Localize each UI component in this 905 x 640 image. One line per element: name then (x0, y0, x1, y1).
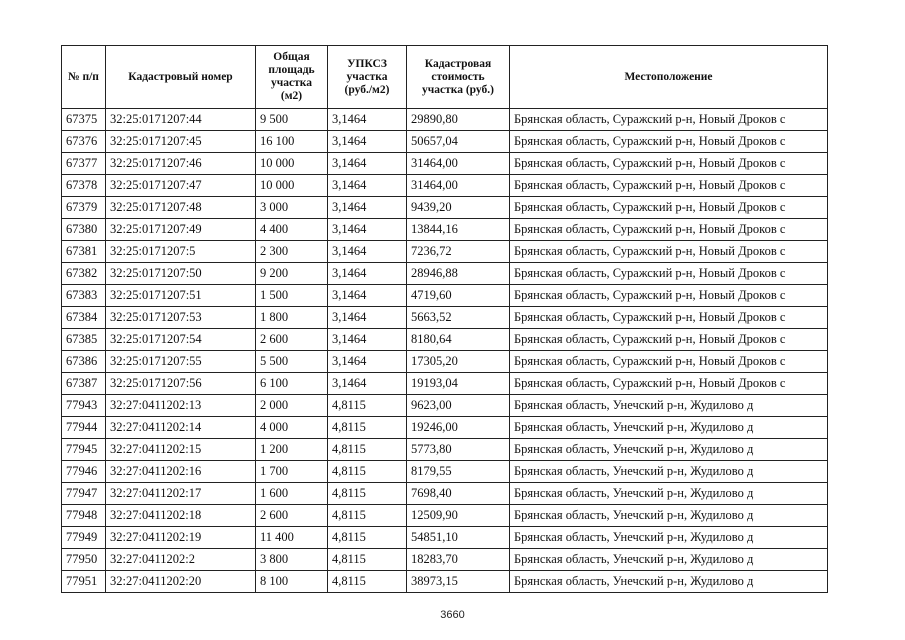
table-row (62, 175, 828, 197)
cell-area: 6 100 (256, 373, 328, 395)
cell-cadastral-number: 32:25:0171207:51 (106, 285, 256, 307)
cell-upksz: 4,8115 (328, 461, 407, 483)
cell-num: 67378 (62, 175, 106, 197)
cell-cadastral-cost: 18283,70 (407, 549, 510, 571)
cell-location: Брянская область, Суражский р-н, Новый Дроков с (510, 329, 828, 351)
cell-cadastral-number: 32:27:0411202:13 (106, 395, 256, 417)
table-row (62, 241, 828, 263)
cell-upksz: 3,1464 (328, 329, 407, 351)
cell-cadastral-cost: 13844,16 (407, 219, 510, 241)
cell-num: 77944 (62, 417, 106, 439)
cell-area: 11 400 (256, 527, 328, 549)
table-row (62, 153, 828, 175)
cell-location: Брянская область, Суражский р-н, Новый Дроков с (510, 307, 828, 329)
cell-location: Брянская область, Унечский р-н, Жудилово д (510, 417, 828, 439)
cell-upksz: 3,1464 (328, 285, 407, 307)
cell-upksz: 4,8115 (328, 571, 407, 593)
cell-area: 4 000 (256, 417, 328, 439)
cell-num: 67382 (62, 263, 106, 285)
cell-num: 67384 (62, 307, 106, 329)
cell-cadastral-number: 32:25:0171207:49 (106, 219, 256, 241)
cell-location: Брянская область, Унечский р-н, Жудилово д (510, 461, 828, 483)
cell-cadastral-number: 32:25:0171207:56 (106, 373, 256, 395)
table-row (62, 285, 828, 307)
table-row (62, 461, 828, 483)
cell-cadastral-cost: 31464,00 (407, 153, 510, 175)
cell-area: 10 000 (256, 175, 328, 197)
cell-cadastral-number: 32:25:0171207:45 (106, 131, 256, 153)
table-row (62, 527, 828, 549)
header-area: Общая площадь участка (м2) (256, 46, 328, 109)
cell-location: Брянская область, Унечский р-н, Жудилово д (510, 395, 828, 417)
cell-num: 77946 (62, 461, 106, 483)
cell-area: 2 000 (256, 395, 328, 417)
cell-num: 67387 (62, 373, 106, 395)
cell-num: 77950 (62, 549, 106, 571)
cell-cadastral-number: 32:27:0411202:17 (106, 483, 256, 505)
cell-area: 1 200 (256, 439, 328, 461)
cell-upksz: 3,1464 (328, 241, 407, 263)
cell-location: Брянская область, Суражский р-н, Новый Дроков с (510, 263, 828, 285)
cell-location: Брянская область, Суражский р-н, Новый Дроков с (510, 175, 828, 197)
cell-area: 2 600 (256, 329, 328, 351)
cell-upksz: 4,8115 (328, 417, 407, 439)
cell-cadastral-number: 32:27:0411202:18 (106, 505, 256, 527)
cell-cadastral-number: 32:27:0411202:2 (106, 549, 256, 571)
table-row (62, 131, 828, 153)
cell-cadastral-cost: 28946,88 (407, 263, 510, 285)
page-number: 3660 (440, 609, 465, 621)
cell-num: 67386 (62, 351, 106, 373)
cell-location: Брянская область, Суражский р-н, Новый Дроков с (510, 109, 828, 131)
cell-cadastral-number: 32:27:0411202:15 (106, 439, 256, 461)
cell-num: 67383 (62, 285, 106, 307)
cell-cadastral-cost: 19246,00 (407, 417, 510, 439)
header-cadastral-cost: Кадастровая стоимость участка (руб.) (407, 46, 510, 109)
cell-cadastral-number: 32:25:0171207:55 (106, 351, 256, 373)
cell-cadastral-cost: 5773,80 (407, 439, 510, 461)
cell-area: 2 600 (256, 505, 328, 527)
cell-upksz: 3,1464 (328, 307, 407, 329)
cell-cadastral-cost: 7698,40 (407, 483, 510, 505)
cell-location: Брянская область, Суражский р-н, Новый Дроков с (510, 285, 828, 307)
cell-cadastral-number: 32:27:0411202:16 (106, 461, 256, 483)
cell-num: 77945 (62, 439, 106, 461)
cell-location: Брянская область, Унечский р-н, Жудилово д (510, 439, 828, 461)
cell-cadastral-number: 32:25:0171207:44 (106, 109, 256, 131)
cell-upksz: 4,8115 (328, 483, 407, 505)
cell-upksz: 4,8115 (328, 527, 407, 549)
cell-cadastral-cost: 38973,15 (407, 571, 510, 593)
table-header (62, 46, 828, 109)
cell-num: 67385 (62, 329, 106, 351)
cell-upksz: 4,8115 (328, 505, 407, 527)
cell-area: 1 800 (256, 307, 328, 329)
table-body (62, 109, 828, 593)
table-row (62, 373, 828, 395)
cell-upksz: 3,1464 (328, 219, 407, 241)
header-row (62, 46, 828, 109)
cell-cadastral-number: 32:25:0171207:50 (106, 263, 256, 285)
cell-cadastral-cost: 9439,20 (407, 197, 510, 219)
cell-upksz: 3,1464 (328, 153, 407, 175)
cell-location: Брянская область, Унечский р-н, Жудилово д (510, 571, 828, 593)
cell-area: 3 800 (256, 549, 328, 571)
cell-area: 1 700 (256, 461, 328, 483)
table-row (62, 417, 828, 439)
header-cadastral-number: Кадастровый номер (106, 46, 256, 109)
cell-location: Брянская область, Суражский р-н, Новый Дроков с (510, 373, 828, 395)
cell-cadastral-number: 32:25:0171207:47 (106, 175, 256, 197)
cell-area: 4 400 (256, 219, 328, 241)
cadastral-table (61, 45, 828, 593)
cell-cadastral-cost: 29890,80 (407, 109, 510, 131)
cell-location: Брянская область, Унечский р-н, Жудилово д (510, 549, 828, 571)
cell-cadastral-cost: 5663,52 (407, 307, 510, 329)
cell-cadastral-number: 32:25:0171207:54 (106, 329, 256, 351)
cell-cadastral-cost: 8180,64 (407, 329, 510, 351)
cell-cadastral-cost: 12509,90 (407, 505, 510, 527)
cell-upksz: 3,1464 (328, 175, 407, 197)
cell-location: Брянская область, Суражский р-н, Новый Дроков с (510, 131, 828, 153)
cell-upksz: 3,1464 (328, 109, 407, 131)
cell-cadastral-cost: 4719,60 (407, 285, 510, 307)
table-row (62, 109, 828, 131)
cell-location: Брянская область, Унечский р-н, Жудилово д (510, 527, 828, 549)
cell-cadastral-number: 32:25:0171207:53 (106, 307, 256, 329)
cell-area: 9 500 (256, 109, 328, 131)
cell-upksz: 3,1464 (328, 197, 407, 219)
cell-area: 5 500 (256, 351, 328, 373)
table-row (62, 395, 828, 417)
cell-cadastral-number: 32:27:0411202:14 (106, 417, 256, 439)
cell-num: 77947 (62, 483, 106, 505)
cell-num: 67380 (62, 219, 106, 241)
cell-num: 67379 (62, 197, 106, 219)
table-row (62, 505, 828, 527)
header-upksz: УПКСЗ участка (руб./м2) (328, 46, 407, 109)
cell-area: 1 500 (256, 285, 328, 307)
table-row (62, 329, 828, 351)
cell-upksz: 3,1464 (328, 131, 407, 153)
cell-cadastral-cost: 7236,72 (407, 241, 510, 263)
cell-cadastral-cost: 8179,55 (407, 461, 510, 483)
cell-location: Брянская область, Суражский р-н, Новый Дроков с (510, 197, 828, 219)
cell-area: 2 300 (256, 241, 328, 263)
cell-cadastral-cost: 17305,20 (407, 351, 510, 373)
cell-num: 67377 (62, 153, 106, 175)
table-row (62, 219, 828, 241)
cell-num: 77943 (62, 395, 106, 417)
cell-cadastral-cost: 9623,00 (407, 395, 510, 417)
table-row (62, 483, 828, 505)
cell-num: 77951 (62, 571, 106, 593)
cell-location: Брянская область, Суражский р-н, Новый Дроков с (510, 153, 828, 175)
cell-upksz: 4,8115 (328, 439, 407, 461)
table-row (62, 307, 828, 329)
cell-area: 1 600 (256, 483, 328, 505)
cell-location: Брянская область, Суражский р-н, Новый Дроков с (510, 219, 828, 241)
table-row (62, 197, 828, 219)
cell-area: 9 200 (256, 263, 328, 285)
cell-cadastral-number: 32:25:0171207:48 (106, 197, 256, 219)
cell-num: 67376 (62, 131, 106, 153)
cell-cadastral-cost: 54851,10 (407, 527, 510, 549)
cell-location: Брянская область, Унечский р-н, Жудилово д (510, 483, 828, 505)
cell-cadastral-cost: 50657,04 (407, 131, 510, 153)
cell-cadastral-number: 32:25:0171207:5 (106, 241, 256, 263)
header-num: № п/п (62, 46, 106, 109)
table-row (62, 351, 828, 373)
table-row (62, 549, 828, 571)
cell-upksz: 3,1464 (328, 351, 407, 373)
cell-cadastral-number: 32:27:0411202:19 (106, 527, 256, 549)
table-row (62, 263, 828, 285)
cell-area: 8 100 (256, 571, 328, 593)
table-row (62, 439, 828, 461)
cell-num: 77949 (62, 527, 106, 549)
cell-location: Брянская область, Суражский р-н, Новый Дроков с (510, 351, 828, 373)
cell-cadastral-cost: 31464,00 (407, 175, 510, 197)
cell-num: 67381 (62, 241, 106, 263)
cell-location: Брянская область, Унечский р-н, Жудилово д (510, 505, 828, 527)
cell-cadastral-number: 32:27:0411202:20 (106, 571, 256, 593)
cell-upksz: 4,8115 (328, 549, 407, 571)
cell-upksz: 4,8115 (328, 395, 407, 417)
cell-upksz: 3,1464 (328, 263, 407, 285)
cell-upksz: 3,1464 (328, 373, 407, 395)
cell-location: Брянская область, Суражский р-н, Новый Дроков с (510, 241, 828, 263)
cell-num: 77948 (62, 505, 106, 527)
cell-num: 67375 (62, 109, 106, 131)
table-row (62, 571, 828, 593)
cell-area: 10 000 (256, 153, 328, 175)
cell-area: 16 100 (256, 131, 328, 153)
header-location: Местоположение (510, 46, 828, 109)
cell-cadastral-number: 32:25:0171207:46 (106, 153, 256, 175)
cell-cadastral-cost: 19193,04 (407, 373, 510, 395)
cell-area: 3 000 (256, 197, 328, 219)
